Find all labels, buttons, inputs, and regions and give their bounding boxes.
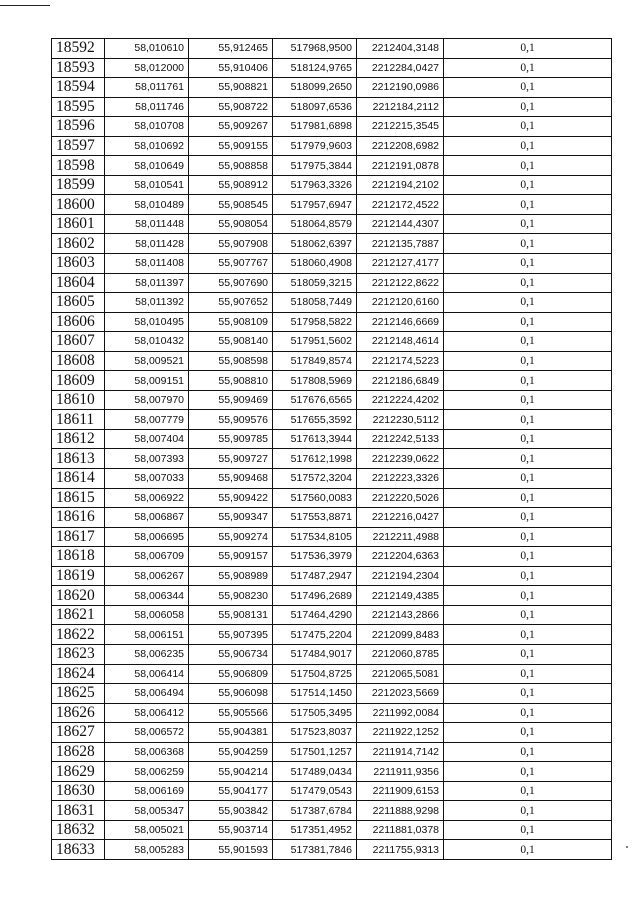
x-coordinate-cell: 517479,0543: [273, 781, 357, 801]
longitude-cell: 55,903714: [189, 820, 273, 840]
latitude-cell: 58,006709: [105, 547, 189, 567]
y-coordinate-cell: 2212216,0427: [357, 508, 444, 528]
x-coordinate-cell: 517560,0083: [273, 488, 357, 508]
latitude-cell: 58,006572: [105, 723, 189, 743]
table-row: [52, 136, 612, 156]
accuracy-cell: 0,1: [444, 97, 612, 117]
table-row: [52, 781, 612, 801]
y-coordinate-cell: 2212184,2112: [357, 97, 444, 117]
accuracy-cell: 0,1: [444, 781, 612, 801]
x-coordinate-cell: 517676,6565: [273, 390, 357, 410]
y-coordinate-cell: 2212208,6982: [357, 136, 444, 156]
point-number-cell: 18630: [52, 781, 105, 801]
y-coordinate-cell: 2212144,4307: [357, 214, 444, 234]
table-row: [52, 371, 612, 391]
y-coordinate-cell: 2212135,7887: [357, 234, 444, 254]
accuracy-cell: 0,1: [444, 547, 612, 567]
point-number-cell: 18608: [52, 351, 105, 371]
latitude-cell: 58,011746: [105, 97, 189, 117]
x-coordinate-cell: 517613,3944: [273, 429, 357, 449]
accuracy-cell: 0,1: [444, 332, 612, 352]
longitude-cell: 55,908054: [189, 214, 273, 234]
latitude-cell: 58,010489: [105, 195, 189, 215]
table-row: [52, 605, 612, 625]
longitude-cell: 55,909727: [189, 449, 273, 469]
y-coordinate-cell: 2212146,6669: [357, 312, 444, 332]
accuracy-cell: 0,1: [444, 117, 612, 137]
table-row: [52, 293, 612, 313]
y-coordinate-cell: 2212127,4177: [357, 254, 444, 274]
longitude-cell: 55,909576: [189, 410, 273, 430]
table-row: [52, 156, 612, 176]
longitude-cell: 55,907395: [189, 625, 273, 645]
y-coordinate-cell: 2211755,9313: [357, 840, 444, 860]
latitude-cell: 58,007404: [105, 429, 189, 449]
accuracy-cell: 0,1: [444, 371, 612, 391]
table-row: [52, 449, 612, 469]
longitude-cell: 55,907652: [189, 293, 273, 313]
y-coordinate-cell: 2212220,5026: [357, 488, 444, 508]
latitude-cell: 58,007779: [105, 410, 189, 430]
point-number-cell: 18632: [52, 820, 105, 840]
point-number-cell: 18595: [52, 97, 105, 117]
table-row: [52, 78, 612, 98]
table-row: [52, 58, 612, 78]
latitude-cell: 58,007033: [105, 469, 189, 489]
x-coordinate-cell: 517979,9603: [273, 136, 357, 156]
point-number-cell: 18614: [52, 469, 105, 489]
latitude-cell: 58,006695: [105, 527, 189, 547]
x-coordinate-cell: 518064,8579: [273, 214, 357, 234]
accuracy-cell: 0,1: [444, 234, 612, 254]
point-number-cell: 18628: [52, 742, 105, 762]
y-coordinate-cell: 2212404,3148: [357, 39, 444, 59]
table-row: [52, 820, 612, 840]
x-coordinate-cell: 517351,4952: [273, 820, 357, 840]
y-coordinate-cell: 2211888,9298: [357, 801, 444, 821]
y-coordinate-cell: 2212172,4522: [357, 195, 444, 215]
latitude-cell: 58,006494: [105, 684, 189, 704]
accuracy-cell: 0,1: [444, 195, 612, 215]
accuracy-cell: 0,1: [444, 312, 612, 332]
accuracy-cell: 0,1: [444, 820, 612, 840]
point-number-cell: 18593: [52, 58, 105, 78]
table-row: [52, 586, 612, 606]
x-coordinate-cell: 517981,6898: [273, 117, 357, 137]
x-coordinate-cell: 517612,1998: [273, 449, 357, 469]
y-coordinate-cell: 2212223,3326: [357, 469, 444, 489]
point-number-cell: 18597: [52, 136, 105, 156]
table-row: [52, 97, 612, 117]
point-number-cell: 18629: [52, 762, 105, 782]
accuracy-cell: 0,1: [444, 254, 612, 274]
accuracy-cell: 0,1: [444, 78, 612, 98]
latitude-cell: 58,006867: [105, 508, 189, 528]
table-row: [52, 801, 612, 821]
point-number-cell: 18601: [52, 214, 105, 234]
latitude-cell: 58,010649: [105, 156, 189, 176]
accuracy-cell: 0,1: [444, 156, 612, 176]
latitude-cell: 58,006344: [105, 586, 189, 606]
table-row: [52, 469, 612, 489]
latitude-cell: 58,006412: [105, 703, 189, 723]
accuracy-cell: 0,1: [444, 801, 612, 821]
x-coordinate-cell: 517475,2204: [273, 625, 357, 645]
latitude-cell: 58,009521: [105, 351, 189, 371]
longitude-cell: 55,909468: [189, 469, 273, 489]
longitude-cell: 55,906734: [189, 644, 273, 664]
accuracy-cell: 0,1: [444, 527, 612, 547]
latitude-cell: 58,005021: [105, 820, 189, 840]
table-row: [52, 351, 612, 371]
longitude-cell: 55,912465: [189, 39, 273, 59]
longitude-cell: 55,904177: [189, 781, 273, 801]
table-row: [52, 195, 612, 215]
point-number-cell: 18619: [52, 566, 105, 586]
longitude-cell: 55,903842: [189, 801, 273, 821]
latitude-cell: 58,010692: [105, 136, 189, 156]
accuracy-cell: 0,1: [444, 605, 612, 625]
latitude-cell: 58,007393: [105, 449, 189, 469]
accuracy-cell: 0,1: [444, 449, 612, 469]
latitude-cell: 58,011392: [105, 293, 189, 313]
latitude-cell: 58,009151: [105, 371, 189, 391]
table-row: [52, 390, 612, 410]
longitude-cell: 55,909274: [189, 527, 273, 547]
longitude-cell: 55,906098: [189, 684, 273, 704]
longitude-cell: 55,908722: [189, 97, 273, 117]
y-coordinate-cell: 2212242,5133: [357, 429, 444, 449]
y-coordinate-cell: 2212122,8622: [357, 273, 444, 293]
x-coordinate-cell: 517514,1450: [273, 684, 357, 704]
accuracy-cell: 0,1: [444, 566, 612, 586]
x-coordinate-cell: 518060,4908: [273, 254, 357, 274]
accuracy-cell: 0,1: [444, 742, 612, 762]
longitude-cell: 55,908545: [189, 195, 273, 215]
x-coordinate-cell: 517496,2689: [273, 586, 357, 606]
accuracy-cell: 0,1: [444, 39, 612, 59]
table-row: [52, 742, 612, 762]
latitude-cell: 58,006235: [105, 644, 189, 664]
point-number-cell: 18611: [52, 410, 105, 430]
y-coordinate-cell: 2212194,2304: [357, 566, 444, 586]
accuracy-cell: 0,1: [444, 488, 612, 508]
point-number-cell: 18616: [52, 508, 105, 528]
accuracy-cell: 0,1: [444, 469, 612, 489]
table-row: [52, 312, 612, 332]
x-coordinate-cell: 517975,3844: [273, 156, 357, 176]
point-number-cell: 18625: [52, 684, 105, 704]
latitude-cell: 58,011428: [105, 234, 189, 254]
x-coordinate-cell: 517381,7846: [273, 840, 357, 860]
x-coordinate-cell: 517572,3204: [273, 469, 357, 489]
accuracy-cell: 0,1: [444, 684, 612, 704]
x-coordinate-cell: 517464,4290: [273, 605, 357, 625]
accuracy-cell: 0,1: [444, 293, 612, 313]
table-row: [52, 429, 612, 449]
latitude-cell: 58,007970: [105, 390, 189, 410]
latitude-cell: 58,010541: [105, 175, 189, 195]
y-coordinate-cell: 2211992,0084: [357, 703, 444, 723]
point-number-cell: 18627: [52, 723, 105, 743]
latitude-cell: 58,006267: [105, 566, 189, 586]
y-coordinate-cell: 2212143,2866: [357, 605, 444, 625]
table-row: [52, 547, 612, 567]
table-row: [52, 39, 612, 59]
x-coordinate-cell: 518099,2650: [273, 78, 357, 98]
longitude-cell: 55,907767: [189, 254, 273, 274]
table-row: [52, 273, 612, 293]
accuracy-cell: 0,1: [444, 703, 612, 723]
y-coordinate-cell: 2211922,1252: [357, 723, 444, 743]
y-coordinate-cell: 2212060,8785: [357, 644, 444, 664]
point-number-cell: 18610: [52, 390, 105, 410]
y-coordinate-cell: 2212194,2102: [357, 175, 444, 195]
longitude-cell: 55,901593: [189, 840, 273, 860]
scan-speck: [626, 846, 628, 848]
longitude-cell: 55,904381: [189, 723, 273, 743]
longitude-cell: 55,905566: [189, 703, 273, 723]
table-row: [52, 117, 612, 137]
y-coordinate-cell: 2211881,0378: [357, 820, 444, 840]
accuracy-cell: 0,1: [444, 273, 612, 293]
table-row: [52, 625, 612, 645]
y-coordinate-cell: 2212215,3545: [357, 117, 444, 137]
y-coordinate-cell: 2211911,9356: [357, 762, 444, 782]
point-number-cell: 18631: [52, 801, 105, 821]
x-coordinate-cell: 517849,8574: [273, 351, 357, 371]
table-row: [52, 840, 612, 860]
table-row: [52, 527, 612, 547]
latitude-cell: 58,010495: [105, 312, 189, 332]
table-row: [52, 410, 612, 430]
y-coordinate-cell: 2212174,5223: [357, 351, 444, 371]
longitude-cell: 55,907690: [189, 273, 273, 293]
accuracy-cell: 0,1: [444, 175, 612, 195]
x-coordinate-cell: 517523,8037: [273, 723, 357, 743]
x-coordinate-cell: 517489,0434: [273, 762, 357, 782]
y-coordinate-cell: 2212284,0427: [357, 58, 444, 78]
accuracy-cell: 0,1: [444, 762, 612, 782]
accuracy-cell: 0,1: [444, 508, 612, 528]
x-coordinate-cell: 517951,5602: [273, 332, 357, 352]
longitude-cell: 55,906809: [189, 664, 273, 684]
point-number-cell: 18599: [52, 175, 105, 195]
longitude-cell: 55,908989: [189, 566, 273, 586]
longitude-cell: 55,908821: [189, 78, 273, 98]
y-coordinate-cell: 2212148,4614: [357, 332, 444, 352]
header-rule: [0, 5, 50, 6]
x-coordinate-cell: 518062,6397: [273, 234, 357, 254]
point-number-cell: 18615: [52, 488, 105, 508]
latitude-cell: 58,006922: [105, 488, 189, 508]
longitude-cell: 55,909155: [189, 136, 273, 156]
longitude-cell: 55,909347: [189, 508, 273, 528]
latitude-cell: 58,006169: [105, 781, 189, 801]
x-coordinate-cell: 517958,5822: [273, 312, 357, 332]
accuracy-cell: 0,1: [444, 586, 612, 606]
point-number-cell: 18598: [52, 156, 105, 176]
y-coordinate-cell: 2212204,6363: [357, 547, 444, 567]
point-number-cell: 18606: [52, 312, 105, 332]
y-coordinate-cell: 2212190,0986: [357, 78, 444, 98]
latitude-cell: 58,011761: [105, 78, 189, 98]
y-coordinate-cell: 2211909,6153: [357, 781, 444, 801]
longitude-cell: 55,904259: [189, 742, 273, 762]
accuracy-cell: 0,1: [444, 410, 612, 430]
table-row: [52, 488, 612, 508]
y-coordinate-cell: 2212065,5081: [357, 664, 444, 684]
x-coordinate-cell: 517501,1257: [273, 742, 357, 762]
longitude-cell: 55,904214: [189, 762, 273, 782]
latitude-cell: 58,006368: [105, 742, 189, 762]
x-coordinate-cell: 517968,9500: [273, 39, 357, 59]
x-coordinate-cell: 517505,3495: [273, 703, 357, 723]
longitude-cell: 55,909422: [189, 488, 273, 508]
latitude-cell: 58,011408: [105, 254, 189, 274]
table-row: [52, 566, 612, 586]
latitude-cell: 58,006151: [105, 625, 189, 645]
table-row: [52, 214, 612, 234]
longitude-cell: 55,908912: [189, 175, 273, 195]
table-row: [52, 644, 612, 664]
latitude-cell: 58,005283: [105, 840, 189, 860]
table-row: [52, 684, 612, 704]
y-coordinate-cell: 2212191,0878: [357, 156, 444, 176]
longitude-cell: 55,908810: [189, 371, 273, 391]
y-coordinate-cell: 2212120,6160: [357, 293, 444, 313]
point-number-cell: 18623: [52, 644, 105, 664]
accuracy-cell: 0,1: [444, 664, 612, 684]
accuracy-cell: 0,1: [444, 840, 612, 860]
point-number-cell: 18613: [52, 449, 105, 469]
point-number-cell: 18594: [52, 78, 105, 98]
longitude-cell: 55,908140: [189, 332, 273, 352]
y-coordinate-cell: 2212211,4988: [357, 527, 444, 547]
x-coordinate-cell: 518124,9765: [273, 58, 357, 78]
point-number-cell: 18605: [52, 293, 105, 313]
table-row: [52, 508, 612, 528]
point-number-cell: 18626: [52, 703, 105, 723]
point-number-cell: 18620: [52, 586, 105, 606]
coordinates-table-body: [52, 39, 612, 860]
point-number-cell: 18624: [52, 664, 105, 684]
latitude-cell: 58,011397: [105, 273, 189, 293]
longitude-cell: 55,909785: [189, 429, 273, 449]
latitude-cell: 58,006058: [105, 605, 189, 625]
longitude-cell: 55,909157: [189, 547, 273, 567]
latitude-cell: 58,010610: [105, 39, 189, 59]
latitude-cell: 58,010708: [105, 117, 189, 137]
x-coordinate-cell: 517487,2947: [273, 566, 357, 586]
table-row: [52, 234, 612, 254]
longitude-cell: 55,907908: [189, 234, 273, 254]
latitude-cell: 58,011448: [105, 214, 189, 234]
longitude-cell: 55,908598: [189, 351, 273, 371]
point-number-cell: 18596: [52, 117, 105, 137]
point-number-cell: 18621: [52, 605, 105, 625]
x-coordinate-cell: 517484,9017: [273, 644, 357, 664]
y-coordinate-cell: 2212224,4202: [357, 390, 444, 410]
point-number-cell: 18604: [52, 273, 105, 293]
table-row: [52, 254, 612, 274]
x-coordinate-cell: 518097,6536: [273, 97, 357, 117]
point-number-cell: 18617: [52, 527, 105, 547]
table-row: [52, 723, 612, 743]
accuracy-cell: 0,1: [444, 625, 612, 645]
x-coordinate-cell: 518059,3215: [273, 273, 357, 293]
point-number-cell: 18592: [52, 39, 105, 59]
y-coordinate-cell: 2212023,5669: [357, 684, 444, 704]
accuracy-cell: 0,1: [444, 723, 612, 743]
point-number-cell: 18633: [52, 840, 105, 860]
point-number-cell: 18622: [52, 625, 105, 645]
point-number-cell: 18609: [52, 371, 105, 391]
longitude-cell: 55,908230: [189, 586, 273, 606]
longitude-cell: 55,909267: [189, 117, 273, 137]
longitude-cell: 55,908131: [189, 605, 273, 625]
latitude-cell: 58,010432: [105, 332, 189, 352]
x-coordinate-cell: 517808,5969: [273, 371, 357, 391]
y-coordinate-cell: 2212186,6849: [357, 371, 444, 391]
point-number-cell: 18612: [52, 429, 105, 449]
y-coordinate-cell: 2212149,4385: [357, 586, 444, 606]
x-coordinate-cell: 517504,8725: [273, 664, 357, 684]
accuracy-cell: 0,1: [444, 644, 612, 664]
accuracy-cell: 0,1: [444, 429, 612, 449]
coordinates-table: [51, 38, 612, 860]
x-coordinate-cell: 517536,3979: [273, 547, 357, 567]
longitude-cell: 55,909469: [189, 390, 273, 410]
point-number-cell: 18603: [52, 254, 105, 274]
y-coordinate-cell: 2211914,7142: [357, 742, 444, 762]
latitude-cell: 58,005347: [105, 801, 189, 821]
x-coordinate-cell: 517387,6784: [273, 801, 357, 821]
point-number-cell: 18600: [52, 195, 105, 215]
point-number-cell: 18618: [52, 547, 105, 567]
accuracy-cell: 0,1: [444, 58, 612, 78]
table-row: [52, 664, 612, 684]
longitude-cell: 55,908109: [189, 312, 273, 332]
y-coordinate-cell: 2212099,8483: [357, 625, 444, 645]
x-coordinate-cell: 518058,7449: [273, 293, 357, 313]
latitude-cell: 58,006259: [105, 762, 189, 782]
accuracy-cell: 0,1: [444, 136, 612, 156]
accuracy-cell: 0,1: [444, 351, 612, 371]
latitude-cell: 58,012000: [105, 58, 189, 78]
latitude-cell: 58,006414: [105, 664, 189, 684]
table-row: [52, 703, 612, 723]
x-coordinate-cell: 517963,3326: [273, 175, 357, 195]
x-coordinate-cell: 517553,8871: [273, 508, 357, 528]
x-coordinate-cell: 517957,6947: [273, 195, 357, 215]
accuracy-cell: 0,1: [444, 390, 612, 410]
table-row: [52, 332, 612, 352]
x-coordinate-cell: 517655,3592: [273, 410, 357, 430]
longitude-cell: 55,910406: [189, 58, 273, 78]
longitude-cell: 55,908858: [189, 156, 273, 176]
table-row: [52, 762, 612, 782]
y-coordinate-cell: 2212230,5112: [357, 410, 444, 430]
point-number-cell: 18607: [52, 332, 105, 352]
y-coordinate-cell: 2212239,0622: [357, 449, 444, 469]
x-coordinate-cell: 517534,8105: [273, 527, 357, 547]
point-number-cell: 18602: [52, 234, 105, 254]
table-row: [52, 175, 612, 195]
accuracy-cell: 0,1: [444, 214, 612, 234]
